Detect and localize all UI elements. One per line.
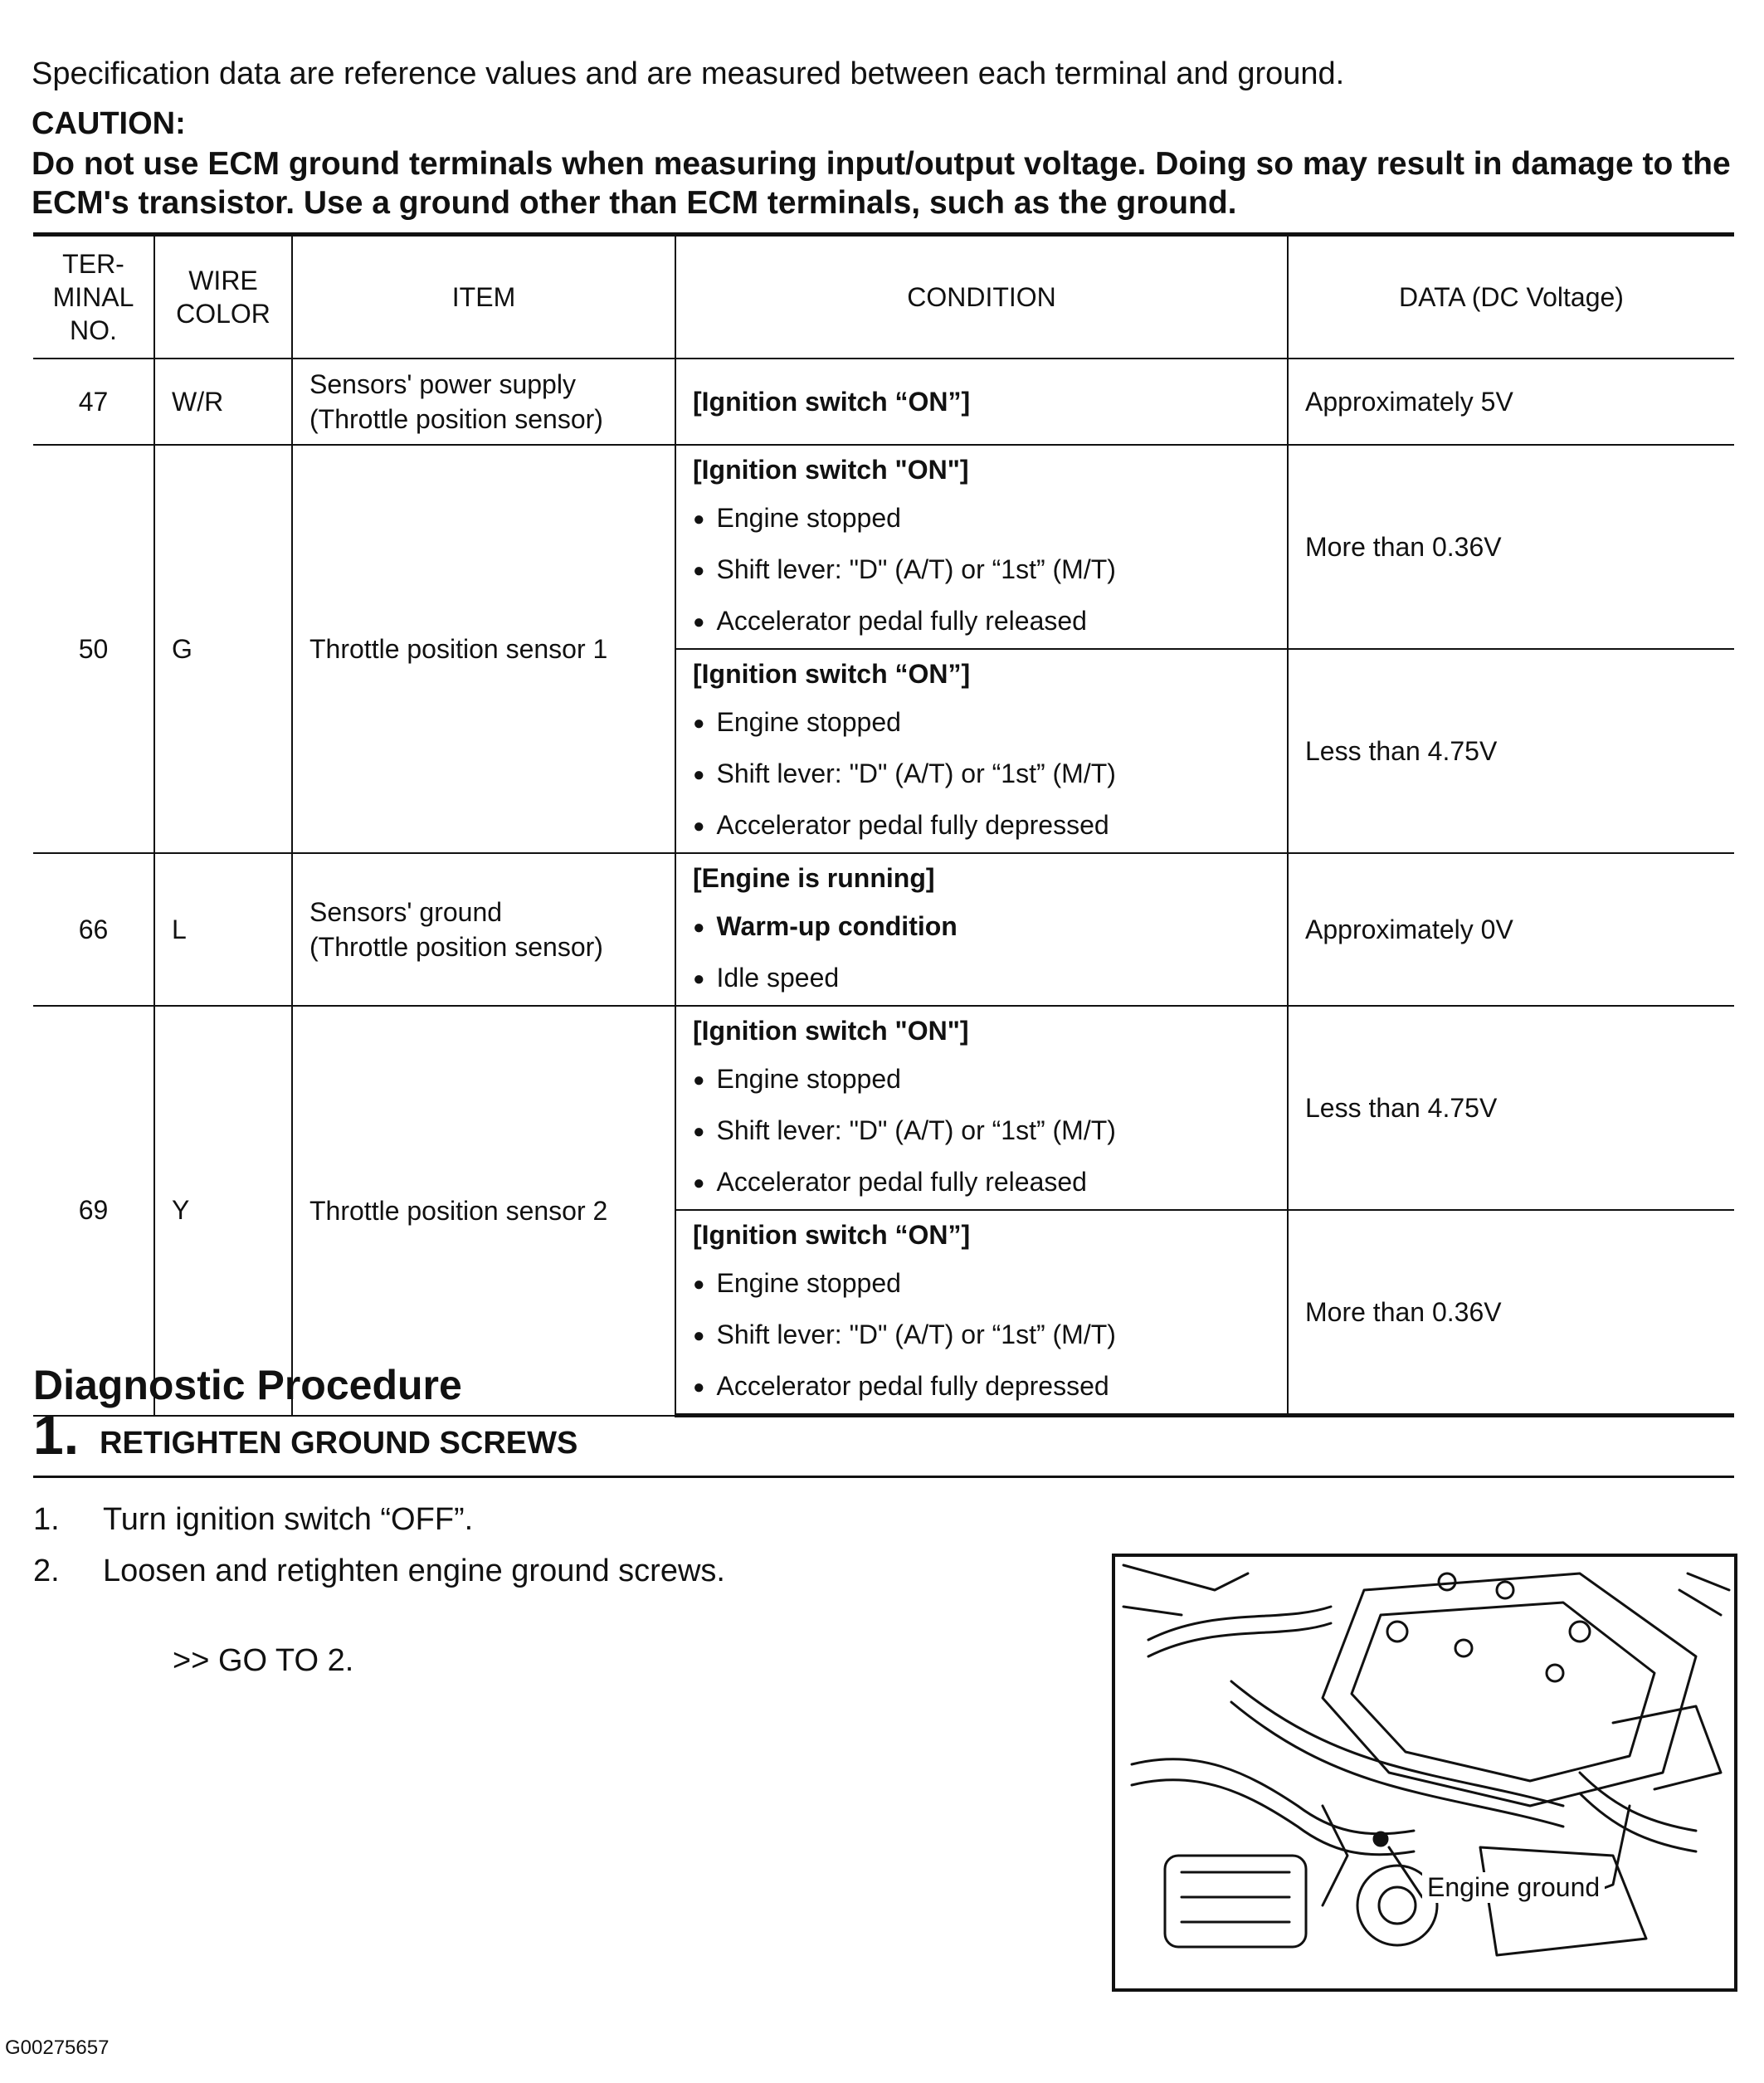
step-title: RETIGHTEN GROUND SCREWS	[100, 1426, 578, 1461]
step-text: Turn ignition switch “OFF”.	[103, 1502, 474, 1537]
terminal-number: 47	[33, 359, 154, 445]
item-line: Throttle position sensor 2	[309, 1195, 608, 1226]
condition-bullet: ● Accelerator pedal fully depressed	[693, 801, 1270, 852]
header-data: DATA (DC Voltage)	[1288, 235, 1734, 359]
list-item	[33, 1545, 725, 1597]
caution-label: CAUTION:	[32, 106, 186, 141]
step-index: 2.	[33, 1554, 60, 1588]
header-wire-line: COLOR	[176, 299, 270, 329]
engine-ground-figure	[1112, 1554, 1737, 1992]
header-terminal-line: NO.	[70, 315, 117, 345]
condition-bullet: ● Engine stopped	[693, 494, 1270, 545]
condition-bullet: ● Idle speed	[693, 954, 1270, 1005]
data-value: Less than 4.75V	[1288, 1006, 1734, 1210]
wire-color: W/R	[154, 359, 292, 445]
condition-cell	[675, 1210, 1288, 1416]
engine-ground-label: Engine ground	[1422, 1872, 1605, 1903]
item-line: Sensors' power supply	[309, 369, 576, 399]
goto-instruction: >> GO TO 2.	[173, 1643, 354, 1678]
header-terminal-line: MINAL	[52, 282, 134, 312]
list-item	[33, 1494, 725, 1545]
header-condition: CONDITION	[675, 235, 1288, 359]
terminal-spec-table	[33, 232, 1734, 1417]
condition-bullet: ● Engine stopped	[693, 1259, 1270, 1310]
item-line: (Throttle position sensor)	[309, 404, 603, 434]
wire-color: Y	[154, 1006, 292, 1416]
table-header-row	[33, 235, 1734, 359]
data-value: More than 0.36V	[1288, 445, 1734, 649]
item-line: (Throttle position sensor)	[309, 932, 603, 962]
section-divider	[33, 1476, 1734, 1478]
data-value: Approximately 0V	[1288, 853, 1734, 1006]
caution-text: Do not use ECM ground terminals when measuring input/output voltage. Doing so may result in damage to the ECM's transistor. Use a ground other than ECM terminals, such as the ground.	[32, 146, 1731, 221]
condition-heading: [Engine is running]	[693, 863, 935, 893]
condition-bullet: ● Accelerator pedal fully released	[693, 597, 1270, 648]
condition-heading: [Ignition switch “ON”]	[693, 659, 971, 689]
condition-heading: [Ignition switch "ON"]	[693, 1016, 969, 1046]
condition-heading: [Ignition switch “ON”]	[693, 1220, 971, 1250]
table-row	[33, 1006, 1734, 1210]
step-number: 1.	[33, 1404, 80, 1466]
item-cell	[292, 853, 675, 1006]
step-index: 1.	[33, 1502, 60, 1537]
item-line: Sensors' ground	[309, 897, 503, 927]
condition-cell	[675, 853, 1288, 1006]
condition-heading: [Ignition switch "ON"]	[693, 455, 969, 485]
condition-cell	[675, 649, 1288, 853]
condition-bullet: ● Shift lever: "D" (A/T) or “1st” (M/T)	[693, 749, 1270, 801]
item-cell	[292, 445, 675, 853]
procedure-steps	[33, 1494, 725, 1597]
data-value: Less than 4.75V	[1288, 649, 1734, 853]
figure-id: G00275657	[5, 2037, 110, 2059]
condition-cell	[675, 359, 1288, 445]
condition-bullet: ● Shift lever: "D" (A/T) or “1st” (M/T)	[693, 1106, 1270, 1158]
header-terminal-line: TER-	[62, 249, 124, 279]
wire-color: G	[154, 445, 292, 853]
item-line: Throttle position sensor 1	[309, 634, 608, 664]
condition-bullet: ● Shift lever: "D" (A/T) or “1st” (M/T)	[693, 1310, 1270, 1362]
diagnostic-procedure-title: Diagnostic Procedure	[33, 1362, 462, 1408]
condition-bullet: ● Engine stopped	[693, 698, 1270, 749]
condition-heading: [Ignition switch “ON”]	[693, 387, 971, 417]
terminal-number: 69	[33, 1006, 154, 1416]
header-item: ITEM	[292, 235, 675, 359]
condition-bullet: ● Engine stopped	[693, 1055, 1270, 1106]
condition-cell	[675, 445, 1288, 649]
terminal-number: 50	[33, 445, 154, 853]
condition-cell	[675, 1006, 1288, 1210]
item-cell	[292, 1006, 675, 1416]
data-value: Approximately 5V	[1288, 359, 1734, 445]
engine-bay-illustration-icon	[1115, 1557, 1734, 1988]
item-cell	[292, 359, 675, 445]
header-terminal	[33, 235, 154, 359]
step-text: Loosen and retighten engine ground screws.	[103, 1554, 725, 1588]
table-row	[33, 359, 1734, 445]
data-value: More than 0.36V	[1288, 1210, 1734, 1416]
terminal-number: 66	[33, 853, 154, 1006]
wire-color: L	[154, 853, 292, 1006]
intro-text: Specification data are reference values and are measured between each terminal and ground.	[32, 56, 1345, 91]
table-row	[33, 853, 1734, 1006]
header-wire-color	[154, 235, 292, 359]
header-wire-line: WIRE	[188, 266, 258, 295]
table-row	[33, 445, 1734, 649]
condition-bullet: ● Accelerator pedal fully depressed	[693, 1362, 1270, 1413]
condition-bullet: ● Accelerator pedal fully released	[693, 1158, 1270, 1209]
condition-bullet: ● Shift lever: "D" (A/T) or “1st” (M/T)	[693, 545, 1270, 597]
condition-bullet: ● Warm-up condition	[693, 902, 1270, 954]
